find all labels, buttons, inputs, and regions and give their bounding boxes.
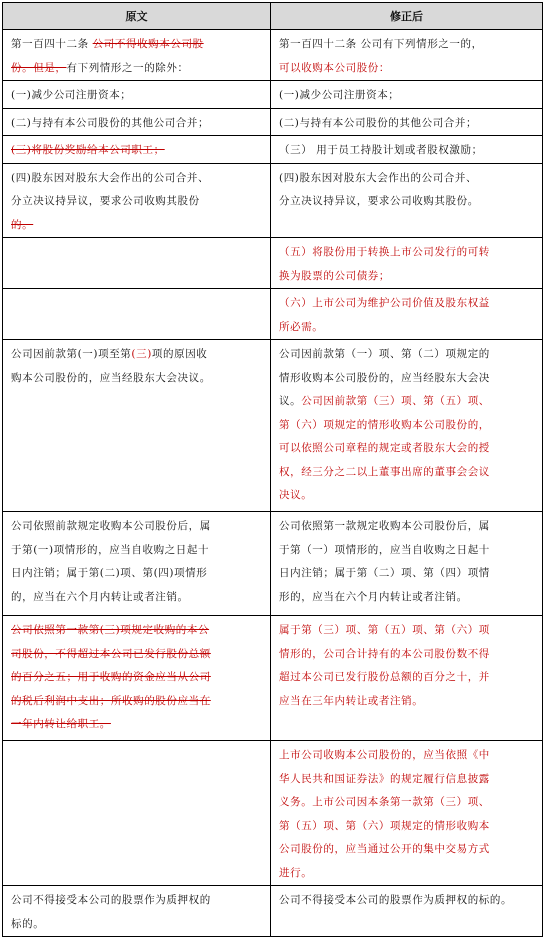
text-line [279,643,536,667]
text-line [279,241,536,265]
clause-text: 公司依照前款规定收购本公司股份后，属 [11,520,211,532]
original-cell [3,512,271,616]
revised-cell [271,81,543,109]
text-line [11,515,264,539]
text-line [279,889,536,913]
text-line [279,744,536,768]
inserted-text: 权，经三分之二以上董事出席的董事会会议 [279,465,490,478]
text-line [279,292,536,316]
inserted-text: 可以收购本公司股份： [279,61,390,74]
revised-cell [271,886,543,937]
table-row [3,512,543,616]
inserted-text: 进行。 [279,866,313,879]
text-line [279,586,536,610]
deleted-text: 的百分之五；用于收购的资金应当从公司 [11,671,211,683]
table-row [3,30,543,81]
text-line [279,316,536,340]
text-line [279,57,536,81]
original-cell [3,81,271,109]
table-row [3,340,543,512]
inserted-text: （六）上市公司为维护公司价值及股东权益 [279,297,490,309]
revised-cell [271,616,543,741]
clause-text: 购本公司股份的，应当经股东大会决议。 [11,371,211,384]
text-line [279,862,536,886]
text-line [11,562,264,586]
inserted-text: 应当在三年内转让或者注销。 [279,694,424,707]
inserted-text: 义务。上市公司因本条第一款第（三）项、 [279,796,490,808]
clause-text: (四)股东因对股东大会作出的公司合并、 [11,171,210,184]
revised-cell [271,30,543,81]
text-line [11,666,264,690]
clause-text: 情形收购本公司股份的，应当经股东大会决 [279,371,490,384]
deleted-text: 的税后利润中支出；所收购的股份应当在 [11,694,211,707]
clause-text: （三） 用于员工持股计划或者股权激励； [279,144,483,156]
text-line [11,214,264,238]
text-line [279,414,536,438]
text-line [11,139,264,163]
original-cell [3,886,271,937]
text-line [11,57,264,81]
original-cell [3,30,271,81]
text-line [279,768,536,792]
text-line [11,690,264,714]
clause-text: 公司不得接受本公司的股票作为质押权的标的。 [279,894,513,906]
deleted-text: 公司依照第一款第(三)项规定收购的本公 [11,624,210,636]
original-cell [3,741,271,886]
text-line [11,619,264,643]
original-cell [3,238,271,289]
table-row [3,886,543,937]
text-line [11,343,264,367]
header-revised: 修正后 [271,3,543,30]
clause-text: 日内注销；属于第(二)项、第(四)项情形 [11,567,208,579]
inserted-text: 第（五）项、第（六）项规定的情形收购本 [279,819,490,832]
revised-cell [271,163,543,238]
clause-text: 标的。 [11,917,45,930]
text-line [279,562,536,586]
table-row [3,289,543,340]
clause-text: 第一百四十二条 公司有下列情形之一的， [279,38,483,50]
clause-text: 的，应当在六个月内转让或者注销。 [11,590,189,603]
text-line [279,690,536,714]
original-cell [3,340,271,512]
revised-cell [271,741,543,886]
revised-cell [271,512,543,616]
text-line [11,643,264,667]
clause-text: 于第(一)项情形的，应当自收购之日起十 [11,543,210,556]
deleted-text: 一年内转让给职工。 [11,718,111,730]
clause-text: 有下列情形之一的除外： [66,61,189,74]
text-line [279,84,536,108]
original-cell [3,616,271,741]
text-line [279,33,536,57]
inserted-text: 公司股份的，应当通过公开的集中交易方式 [279,843,490,855]
table-row [3,136,543,164]
text-line [11,33,264,57]
text-line [11,190,264,214]
text-line [279,515,536,539]
table-row [3,616,543,741]
text-line [279,167,536,191]
text-line [279,539,536,563]
deleted-text: 司股份，不得超过本公司已发行股份总额 [11,647,211,660]
revised-cell [271,289,543,340]
text-line [279,815,536,839]
clause-text: 第一百四十二条 [11,38,93,50]
deleted-text: 份。但是， [11,61,67,74]
inserted-text: 情形的，公司合计持有的本公司股份数不得 [279,647,490,660]
inserted-text: 公司因前款第（三）项、第（五）项、 [301,395,490,407]
clause-text: (一)减少公司注册资本； [11,89,132,101]
table-row [3,163,543,238]
clause-text: (四)股东因对股东大会作出的公司合并、 [279,171,478,184]
text-line [279,791,536,815]
revised-cell [271,136,543,164]
clause-text: 公司因前款第（一）项、第（二）项规定的 [279,348,490,360]
original-cell [3,136,271,164]
text-line [279,190,536,214]
original-cell [3,163,271,238]
text-line [11,889,264,913]
text-line [279,139,536,163]
comparison-table [2,2,543,937]
clause-text: 项的原因收 [151,348,208,360]
clause-text: (二)与持有本公司股份的其他公司合并； [11,116,210,129]
table-row [3,238,543,289]
text-line [11,167,264,191]
text-line [279,484,536,508]
clause-text: 公司不得接受本公司的股票作为质押权的 [11,894,211,906]
text-line [279,666,536,690]
clause-text: 公司因前款第(一)项至第 [11,348,132,360]
deleted-text: 的。 [11,218,34,231]
inserted-text: 属于第（三）项、第（五）项、第（六）项 [279,624,490,636]
revised-cell [271,238,543,289]
clause-text: 议。 [279,395,302,407]
clause-text: 分立决议持异议，要求公司收购其股份。 [279,195,479,207]
revised-cell [271,340,543,512]
clause-text: (一)减少公司注册资本； [279,89,400,101]
inserted-text: 上市公司收购本公司股份的，应当依照《中 [279,749,490,761]
text-line [279,390,536,414]
text-line [279,437,536,461]
clause-text: 公司依照第一款规定收购本公司股份后，属 [279,520,490,532]
text-line [279,461,536,485]
text-line [11,586,264,610]
inserted-text: 华人民共和国证券法》的规定履行信息披露 [279,772,490,785]
original-cell [3,289,271,340]
text-line [11,713,264,737]
original-cell [3,108,271,136]
text-line [11,367,264,391]
table-row [3,741,543,886]
deleted-text: (三)将股份奖励给本公司职工； [11,144,165,156]
table-row [3,81,543,109]
text-line [11,539,264,563]
text-line [279,838,536,862]
text-line [279,367,536,391]
inserted-text: 第（六）项规定的情形收购本公司股份的， [279,418,490,431]
table-row [3,108,543,136]
text-line [11,112,264,136]
revised-cell [271,108,543,136]
inserted-text: （五）将股份用于转换上市公司发行的可转 [279,246,490,258]
text-line [279,112,536,136]
header-row [3,3,543,30]
inserted-text: 所必需。 [279,320,324,333]
inserted-text: (三) [131,348,152,360]
text-line [11,84,264,108]
text-line [11,913,264,937]
clause-text: 于第（一）项情形的，应当自收购之日起十 [279,543,490,556]
inserted-text: 决议。 [279,489,313,501]
inserted-text: 换为股票的公司债券； [279,269,390,282]
clause-text: (二)与持有本公司股份的其他公司合并； [279,116,478,129]
inserted-text: 超过本公司已发行股份总额的百分之十，并 [279,671,490,683]
text-line [279,265,536,289]
clause-text: 分立决议持异议，要求公司收购其股份 [11,195,200,207]
text-line [279,619,536,643]
clause-text: 日内注销；属于第（二）项、第（四）项情 [279,567,490,579]
header-original: 原文 [3,3,271,30]
text-line [279,343,536,367]
deleted-text: 公司不得收购本公司股 [92,38,204,50]
clause-text: 形的，应当在六个月内转让或者注销。 [279,590,468,603]
inserted-text: 可以依照公司章程的规定或者股东大会的授 [279,442,490,454]
